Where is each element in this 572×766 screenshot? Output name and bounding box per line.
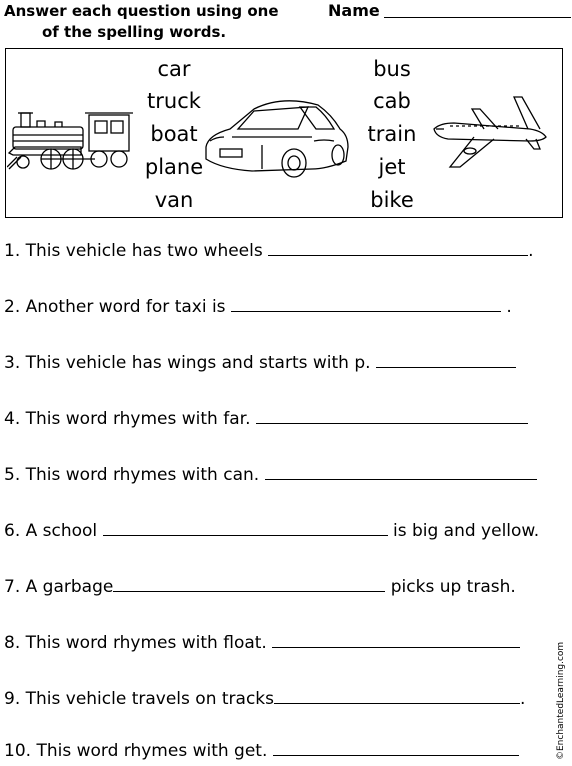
question-3 [4,352,516,374]
question-10 [4,740,519,762]
car-icon [202,97,352,181]
question-5 [4,464,537,486]
question-9 [4,688,525,710]
word-bank-left-1: car [157,57,191,81]
answer-blank-7[interactable] [113,577,385,592]
train-locomotive-icon [7,109,137,171]
word-bank-left-4: plane [144,155,204,179]
question-6-text: 6. A school [4,521,103,541]
name-blank[interactable] [384,17,571,18]
word-bank-left-3: boat [150,122,198,146]
word-bank-right-4: jet [378,155,406,179]
word-bank-right-1: bus [373,57,411,81]
question-8 [4,632,520,654]
question-1-end: . [528,241,534,261]
instructions [4,1,279,43]
question-1-text: 1. This vehicle has two wheels [4,241,269,261]
question-4-text: 4. This word rhymes with far. [4,409,256,429]
question-2 [4,296,512,318]
question-5-text: 5. This word rhymes with can. [4,465,265,485]
answer-blank-3[interactable] [376,353,516,368]
question-8-text: 8. This word rhymes with float. [4,633,273,653]
airplane-icon [430,93,550,173]
answer-blank-8[interactable] [272,633,520,648]
question-2-text: 2. Another word for taxi is [4,297,231,317]
word-bank-right-3: train [367,122,417,146]
question-9-text: 9. This vehicle travels on tracks [4,689,274,709]
instructions-line-2: of the spelling words. [42,23,227,41]
answer-blank-10[interactable] [273,741,519,756]
answer-blank-1[interactable] [268,241,528,256]
question-3-text: 3. This vehicle has wings and starts with p. [4,353,376,373]
answer-blank-6[interactable] [103,521,388,536]
question-6 [4,520,539,542]
question-9-end: . [520,689,526,709]
name-label: Name [328,1,380,20]
word-bank-box [5,48,563,218]
question-2-end: . [500,297,512,317]
question-7-text: 7. A garbage [4,577,114,597]
question-7-end: picks up trash. [385,577,516,597]
answer-blank-5[interactable] [265,465,537,480]
instructions-line-1: Answer each question using one [4,2,279,20]
copyright-credit: ©EnchantedLearning.com [556,641,566,760]
question-7 [4,576,516,598]
answer-blank-9[interactable] [274,689,520,704]
word-bank-left-2: truck [147,89,201,113]
question-10-text: 10. This word rhymes with get. [4,741,273,761]
word-bank-left-5: van [154,188,194,212]
answer-blank-2[interactable] [231,297,501,312]
word-bank-right-2: cab [373,89,411,113]
question-6-end: is big and yellow. [387,521,540,541]
question-1 [4,240,534,262]
word-bank-right-5: bike [370,188,414,212]
answer-blank-4[interactable] [256,409,528,424]
question-4 [4,408,528,430]
